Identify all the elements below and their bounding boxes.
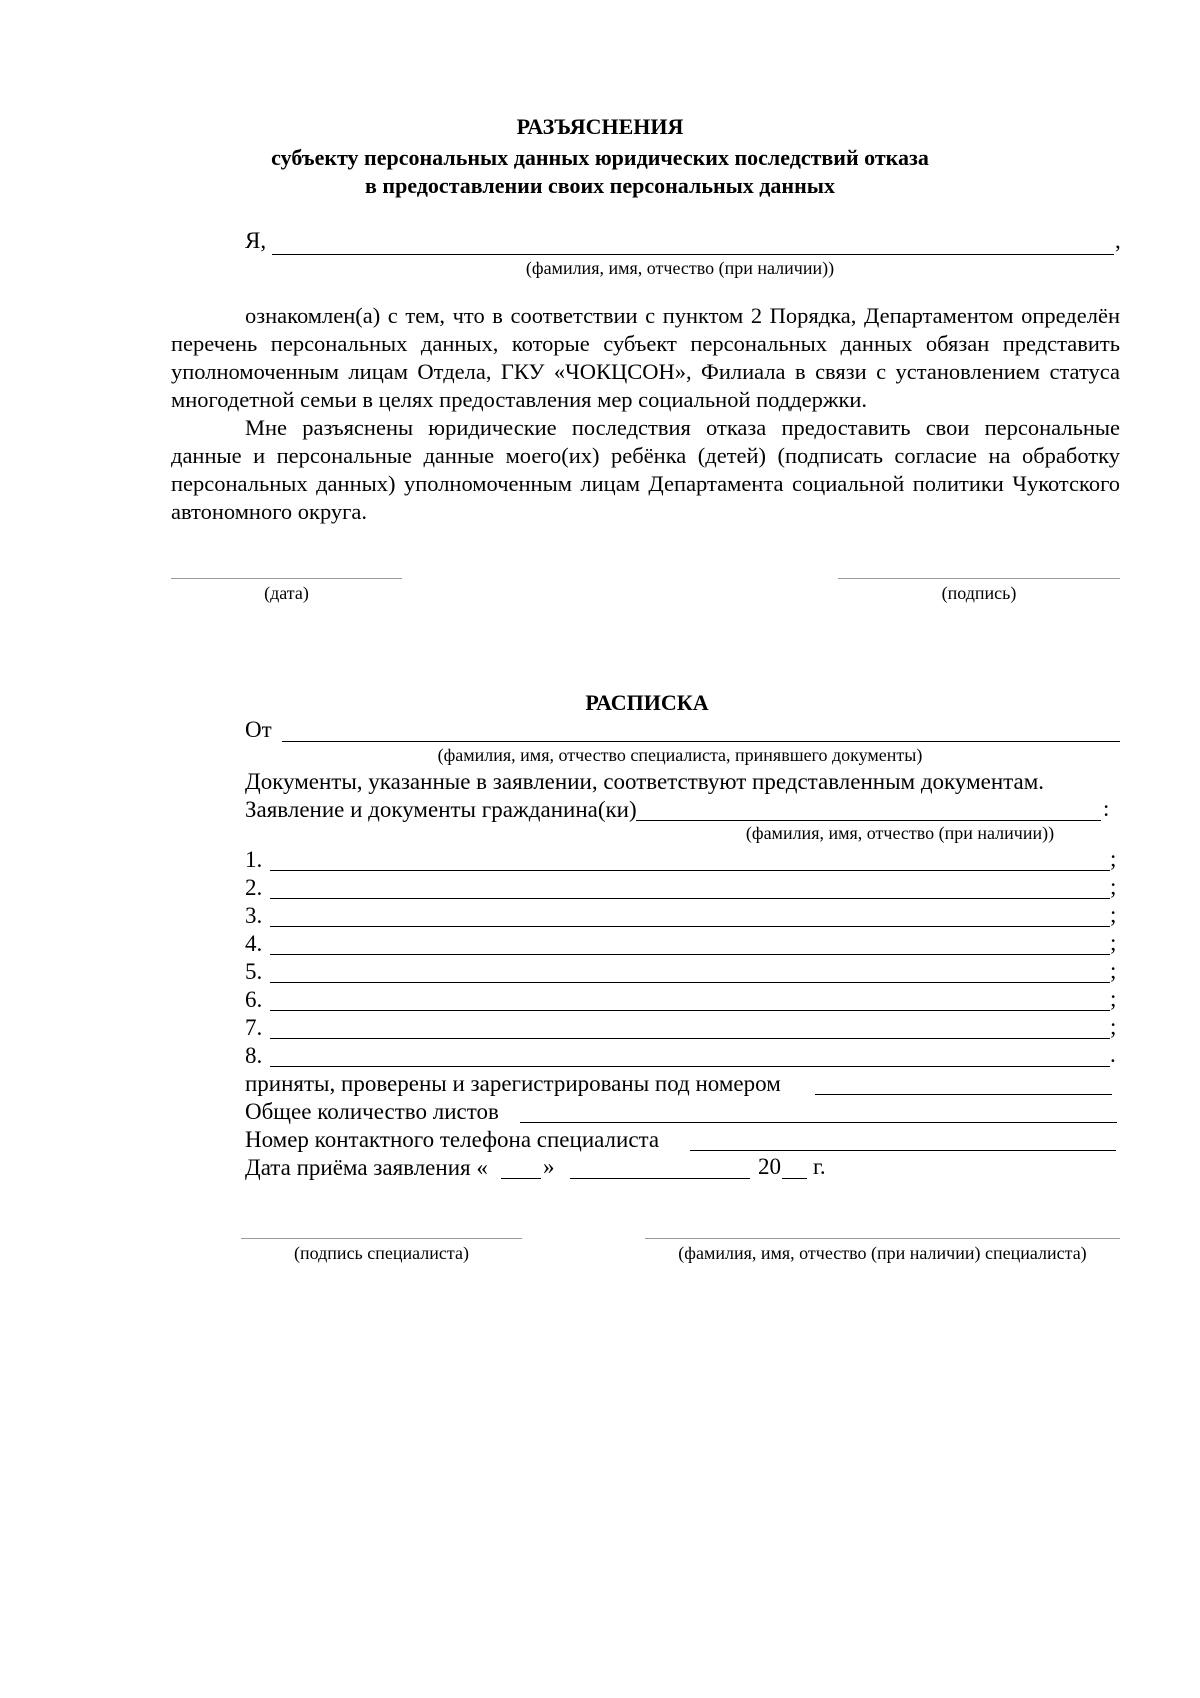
date-received-label: Дата приёма заявления « bbox=[245, 1155, 488, 1180]
application-label: Заявление и документы гражданина(ки) bbox=[245, 797, 637, 822]
date-caption: (дата) bbox=[264, 583, 309, 603]
signature-field[interactable] bbox=[838, 578, 1120, 579]
list-item-end: ; bbox=[1110, 874, 1117, 899]
year-prefix: 20 bbox=[758, 1154, 781, 1179]
phone-label: Номер контактного телефона специалиста bbox=[245, 1127, 660, 1152]
i-trailing-comma: , bbox=[1115, 228, 1121, 253]
explanation-title: РАЗЪЯСНЕНИЯ bbox=[516, 114, 684, 139]
specialist-field[interactable] bbox=[282, 741, 1120, 742]
specialist-fio-caption: (фамилия, имя, отчество (при наличии) специалиста) bbox=[678, 1243, 1087, 1263]
list-item-end: ; bbox=[1110, 902, 1117, 927]
explanation-body bbox=[171, 302, 1120, 526]
registration-number-field[interactable] bbox=[815, 1094, 1112, 1095]
registered-label: приняты, проверены и зарегистрированы под номером bbox=[245, 1071, 781, 1096]
year-suffix: г. bbox=[813, 1154, 826, 1179]
list-item-end: ; bbox=[1110, 1014, 1117, 1039]
application-trailing: : bbox=[1103, 796, 1110, 821]
list-item-field[interactable] bbox=[270, 954, 1110, 955]
list-item-field[interactable] bbox=[270, 982, 1110, 983]
specialist-signature-caption: (подпись специалиста) bbox=[294, 1243, 469, 1263]
date-field[interactable] bbox=[171, 578, 402, 579]
month-field[interactable] bbox=[570, 1178, 750, 1179]
specialist-fio-field[interactable] bbox=[645, 1238, 1120, 1239]
citizen-field[interactable] bbox=[636, 820, 1101, 821]
paragraph-2: Мне разъяснены юридические последствия отказа предоставить свои персональные данные и персональные данные моего(их) ребёнка (детей) (подписать согласие на обработку персональных данных) уполномоченным лицам Департамента социальной политики Чукотского автономного округа. bbox=[171, 415, 1120, 524]
specialist-hint: (фамилия, имя, отчество специалиста, принявшего документы) bbox=[437, 745, 923, 765]
list-item-num: 6. bbox=[245, 987, 263, 1012]
sheets-label: Общее количество листов bbox=[245, 1099, 499, 1124]
citizen-hint: (фамилия, имя, отчество (при наличии)) bbox=[745, 823, 1055, 843]
list-item-end: ; bbox=[1110, 846, 1117, 871]
fio-field[interactable] bbox=[272, 254, 1114, 255]
day-field[interactable] bbox=[501, 1178, 541, 1179]
list-item-num: 5. bbox=[245, 959, 263, 984]
date-quote-close: » bbox=[543, 1154, 555, 1179]
from-label: От bbox=[245, 717, 272, 742]
list-item-num: 3. bbox=[245, 903, 263, 928]
list-item-field[interactable] bbox=[270, 1066, 1110, 1067]
list-item-field[interactable] bbox=[270, 898, 1110, 899]
list-item-field[interactable] bbox=[270, 926, 1110, 927]
list-item-num: 7. bbox=[245, 1015, 263, 1040]
specialist-signature-field[interactable] bbox=[241, 1238, 522, 1239]
sheets-count-field[interactable] bbox=[520, 1122, 1117, 1123]
list-item-num: 8. bbox=[245, 1043, 263, 1068]
list-item-num: 2. bbox=[245, 875, 263, 900]
list-item-end: . bbox=[1110, 1042, 1116, 1067]
phone-field[interactable] bbox=[690, 1150, 1116, 1151]
year-field[interactable] bbox=[782, 1178, 807, 1179]
list-item-field[interactable] bbox=[270, 870, 1110, 871]
list-item-end: ; bbox=[1110, 986, 1117, 1011]
list-item-num: 1. bbox=[245, 847, 263, 872]
list-item-end: ; bbox=[1110, 958, 1117, 983]
fio-hint: (фамилия, имя, отчество (при наличии)) bbox=[525, 258, 835, 278]
explanation-subtitle-1: субъекту персональных данных юридических последствий отказа bbox=[271, 145, 929, 170]
paragraph-1: ознакомлен(а) с тем, что в соответствии с пунктом 2 Порядка, Департаментом определён перечень персональных данных, которые субъект персональных данных обязан представить уполномоченным лицам Отдела, ГКУ «ЧОКЦСОН», Филиала в связи с установлением статуса многодетной семьи в целях предоставления мер социальной поддержки. bbox=[171, 303, 1120, 412]
documents-match-text: Документы, указанные в заявлении, соответствуют представленным документам. bbox=[245, 769, 1045, 794]
list-item-end: ; bbox=[1110, 930, 1117, 955]
signature-caption: (подпись) bbox=[941, 583, 1017, 603]
i-label: Я, bbox=[245, 228, 267, 253]
list-item-field[interactable] bbox=[270, 1010, 1110, 1011]
receipt-title: РАСПИСКА bbox=[585, 690, 709, 715]
list-item-num: 4. bbox=[245, 931, 263, 956]
explanation-subtitle-2: в предоставлении своих персональных данных bbox=[365, 173, 835, 198]
list-item-field[interactable] bbox=[270, 1038, 1110, 1039]
